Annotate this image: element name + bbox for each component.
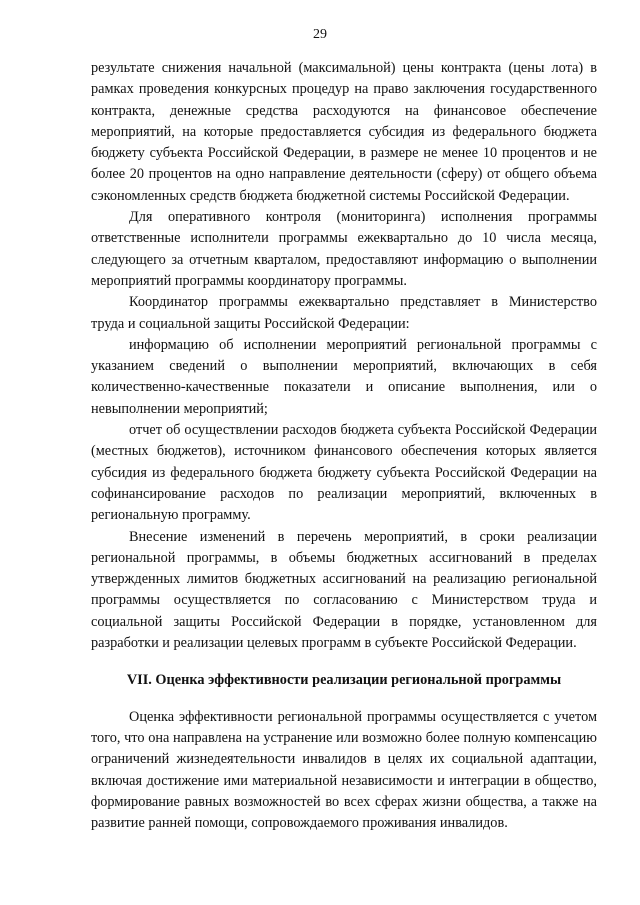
paragraph: отчет об осуществлении расходов бюджета субъекта Российской Федерации (местных бюджетов), источником финансового обеспечения которых является субсидия из федерального бюджета бюджету субъекта Российской Федерации на софинансирование расходов по реализации мероприятий, включенных в региональную программу. [91,422,597,524]
section-heading: VII. Оценка эффективности реализации региональной программы [126,672,562,689]
paragraph: результате снижения начальной (максимальной) цены контракта (цены лота) в рамках проведения конкурсных процедур на право заключения государственного контракта, денежные средства расходуются на финансовое обеспечение мероприятий, на которые предоставляется субсидия из федерального бюджета бюджету субъекта Российской Федерации, в размере не менее 10 процентов и не более 20 процентов на одно направление деятельности (сферу) от общего объема сэкономленных средств бюджета бюджетной системы Российской Федерации. [91,60,597,204]
paragraph: Внесение изменений в перечень мероприятий, в сроки реализации региональной программы, в объемы бюджетных ассигнований в пределах утвержденных лимитов бюджетных ассигнований на реализацию региональной программы осуществляется по согласованию с Министерством труда и социальной защиты Российской Федерации в порядке, установленном для разработки и реализации целевых программ в субъекте Российской Федерации. [91,528,597,652]
document-body [91,58,597,834]
paragraph: Оценка эффективности региональной программы осуществляется с учетом того, что она направлена на устранение или возможно более полную компенсацию ограничений жизнедеятельности инвалидов в целях их социальной адаптации, включая достижение ими материальной независимости и интеграции в общество, формирование равных возможностей во всех сферах жизни общества, а также на развитие ранней помощи, сопровождаемого проживания инвалидов. [91,708,597,832]
paragraph: Координатор программы ежеквартально представляет в Министерство труда и социальной защиты Российской Федерации: [91,294,597,332]
paragraph: Для оперативного контроля (мониторинга) исполнения программы ответственные исполнители программы ежеквартально до 10 числа месяца, следующего за отчетным кварталом, предоставляют информацию о выполнении мероприятий программы координатору программы. [91,209,597,289]
paragraph: информацию об исполнении мероприятий региональной программы с указанием сведений о выполнении мероприятий, включающих в себя количественно-качественные показатели и описание выполнения, или о невыполнении мероприятий; [91,336,597,417]
page-number: 29 [313,27,327,42]
